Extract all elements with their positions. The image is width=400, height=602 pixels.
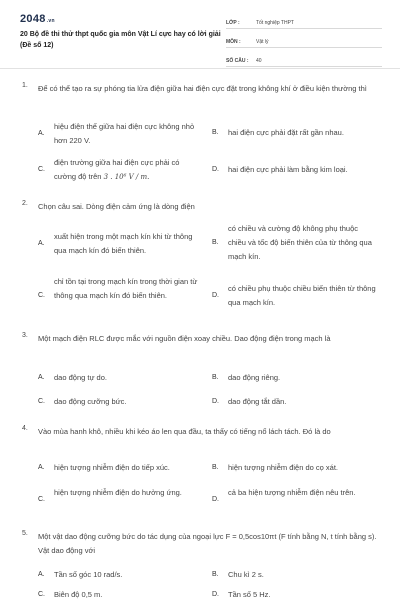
option-text: có chiều phụ thuộc chiều biến thiên từ thông qua mạch kín. [228, 284, 376, 307]
worksheet-header [0, 0, 400, 66]
meta-row-subject [226, 33, 382, 48]
meta-key: LỚP : [226, 20, 240, 26]
question-text: Để có thể tạo ra sự phóng tia lửa điện giữa hai điện cực đặt trong không khí ở điều kiện thường thì [38, 84, 367, 93]
meta-key: MÔN : [226, 39, 241, 45]
option-text: hiện tượng nhiễm điện do cọ xát. [228, 463, 339, 472]
option-math: 3 . 10⁶ V / m. [103, 173, 150, 181]
question-text: Một mạch điện RLC được mắc với nguồn điện xoay chiều. Dao động điện trong mạch là [38, 334, 331, 343]
meta-table [226, 14, 382, 71]
option-key: D. [212, 496, 219, 503]
option-key: A. [38, 464, 45, 471]
option-text: Chu kì 2 s. [228, 570, 264, 579]
option-text: dao động tự do. [54, 373, 107, 382]
meta-value: Vật lý [256, 39, 269, 45]
site-logo[interactable] [20, 13, 55, 25]
option-key: B. [212, 464, 219, 471]
question-number: 5. [22, 530, 28, 537]
option-key: C. [38, 398, 45, 405]
option-key: A. [38, 374, 45, 381]
option-text: Biên độ 0,5 m. [54, 590, 103, 599]
option-text: dao động riêng. [228, 373, 281, 382]
option-key: A. [38, 240, 45, 247]
option-key: C. [38, 591, 45, 598]
option-text: hai điện cực phải làm bằng kim loại. [228, 165, 348, 174]
question-text: Chọn câu sai. Dòng điện cảm ứng là dòng điện [38, 202, 195, 211]
option-key: C. [38, 292, 45, 299]
option-key: D. [212, 398, 219, 405]
question-number: 1. [22, 82, 28, 89]
option-key: B. [212, 129, 219, 136]
option-text: có chiều và cường độ không phụ thuộc chiều và tốc độ biến thiên của từ thông qua mạch kín. [228, 224, 372, 261]
option-key: B. [212, 239, 219, 246]
logo-suffix: .vn [46, 18, 55, 24]
option-text: hiệu điện thế giữa hai điện cực không nhỏ hơn 220 V. [54, 122, 195, 145]
option-text: dao động cưỡng bức. [54, 397, 127, 406]
option-key: A. [38, 130, 45, 137]
option-key: D. [212, 292, 219, 299]
option-text: dao động tắt dần. [228, 397, 287, 406]
option-key: A. [38, 571, 45, 578]
question-number: 2. [22, 200, 28, 207]
option-text: hiện tượng nhiễm điện do tiếp xúc. [54, 463, 170, 472]
option-key: B. [212, 374, 219, 381]
meta-value: 40 [256, 58, 262, 64]
option-key: B. [212, 571, 219, 578]
option-key: D. [212, 591, 219, 598]
header-divider [0, 68, 400, 69]
meta-row-class [226, 14, 382, 29]
question-number: 4. [22, 425, 28, 432]
option-text: điện trường giữa hai điện cực phải có cường độ trên [54, 158, 180, 181]
option-text: Tần số góc 10 rad/s. [54, 570, 123, 579]
option-text: xuất hiện trong một mạch kín khi từ thông qua mạch kín đó biến thiên. [54, 232, 193, 255]
option-key: C. [38, 166, 45, 173]
logo-text: 2048 [20, 13, 46, 25]
page-title: 20 Bộ đề thi thử thpt quốc gia môn Vật Lí cực hay có lời giải (Đề số 12) [20, 31, 221, 49]
meta-key: SỐ CÂU : [226, 58, 249, 64]
meta-row-count [226, 52, 382, 67]
option-text: hiện tượng nhiễm điện do hưởng ứng. [54, 488, 182, 497]
option-text: cả ba hiện tượng nhiễm điện nêu trên. [228, 488, 356, 497]
option-text: chỉ tồn tại trong mạch kín trong thời gian từ thông qua mạch kín đó biến thiên. [54, 277, 198, 300]
meta-value: Tốt nghiệp THPT [256, 20, 294, 26]
option-text: hai điện cực phải đặt rất gần nhau. [228, 128, 344, 137]
option-key: C. [38, 496, 45, 503]
question-text: Một vật dao động cưỡng bức do tác dụng của ngoại lực F = 0,5cos10πt (F tính bằng N, t tính bằng s). Vật dao động với [38, 532, 377, 555]
option-key: D. [212, 166, 219, 173]
question-text: Vào mùa hanh khô, nhiều khi kéo áo len qua đầu, ta thấy có tiếng nổ lách tách. Đó là do [38, 427, 331, 436]
question-number: 3. [22, 332, 28, 339]
option-text: Tần số 5 Hz. [228, 590, 271, 599]
